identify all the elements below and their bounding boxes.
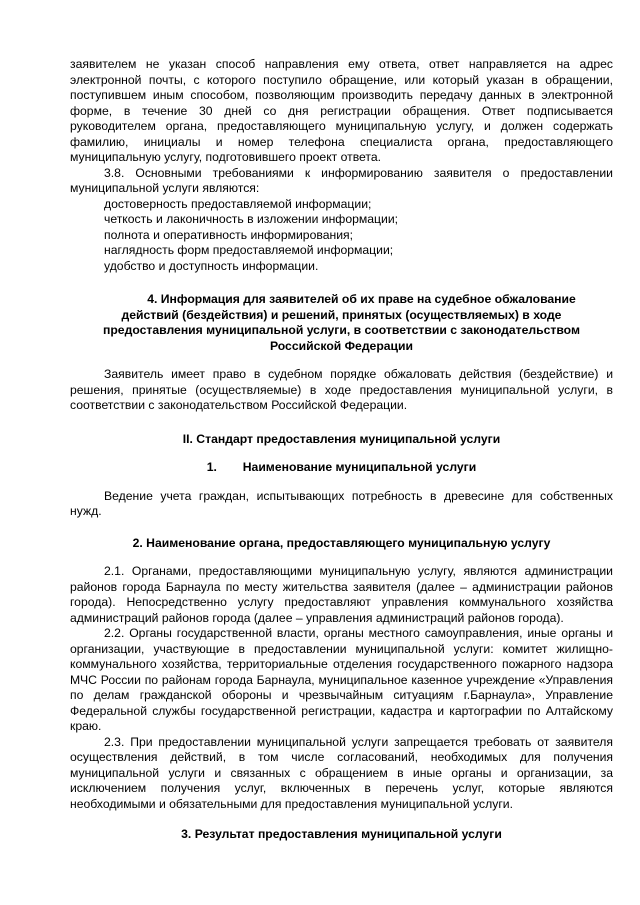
list-item: наглядность форм предоставляемой информации; [104, 243, 394, 257]
heading-line: Российской Федерации [269, 338, 414, 353]
list-item: полнота и оперативность информирования; [104, 227, 353, 242]
subsection-title-text: Наименование муниципальной услуги [242, 460, 477, 474]
list-item: достоверность предоставляемой информации; [104, 196, 372, 211]
paragraph-2-2: 2.2. Органы государственной власти, органы местного самоуправления, иные органы и организации, участвующие в предоставлении муниципальной услуги: комитет жилищно-коммунального хозяйства, территориальные отделения государственного пожарного надзора МЧС России по районам города Барнаула, муниципальное казенное учреждение «Управления по делам гражданской обороны и чрезвычайным ситуациям г.Барнаула», Управление Федеральной службы государственной регистрации, кадастра и картографии по Алтайскому краю. [70, 626, 613, 733]
paragraph-service-name: Ведение учета граждан, испытывающих потребность в древесине для собственных нужд. [70, 488, 613, 518]
list-item: четкость и лаконичность в изложении информации; [104, 212, 399, 226]
section-2-title: II. Стандарт предоставления муниципальной услуги [182, 431, 501, 446]
heading-section-4 [70, 292, 613, 354]
requirements-list [70, 197, 613, 275]
subsection-number: 1. [206, 460, 217, 474]
subsection-3-title: 3. Результат предоставления муниципальной услуги [181, 827, 502, 841]
paragraph-2-3: 2.3. При предоставлении муниципальной услуги запрещается требовать от заявителя осуществления действий, в том числе согласований, необходимых для получения муниципальной услуги и связанных с обращением в иные органы и организации, за исключением получения услуг, включенных в перечень услуг, которые являются необходимыми и обязательными для предоставления муниципальной услуги. [70, 734, 613, 811]
paragraph-2-1: 2.1. Органами, предоставляющими муниципальную услугу, являются администрации районов города Барнаула по месту жительства заявителя (далее – администрации районов города). Непосредственно услугу предоставляют управления коммунального хозяйства администраций районов города (далее – управления администраций районов города). [70, 564, 613, 625]
list-item: удобство и доступность информации. [104, 258, 319, 273]
paragraph-3-8: 3.8. Основными требованиями к информированию заявителя о предоставлении муниципальной услуги являются: [70, 165, 613, 195]
subsection-1-title [70, 460, 613, 476]
heading-line: предоставления муниципальной услуги, в соответствии с законодательством [103, 323, 580, 337]
paragraph-intro: заявителем не указан способ направления ему ответа, ответ направляется на адрес электронной почты, с которого поступило обращение, или который указан в обращении, поступившем иным способом, позволяющим производить передачу данных в электронной форме, в течение 30 дней со дня регистрации обращения. Ответ подписывается руководителем органа, предоставляющего муниципальную услугу, и должен содержать фамилию, инициалы и номер телефона специалиста органа, предоставляющего муниципальную услугу, подготовившего проект ответа. [70, 57, 613, 164]
heading-line: 4. Информация для заявителей об их праве на судебное обжалование [147, 292, 576, 306]
paragraph-appeal: Заявитель имеет право в судебном порядке обжаловать действия (бездействие) и решения, принятые (осуществляемые) в ходе предоставления муниципальной услуги, в соответствии с законодательством Российской Федерации. [70, 367, 613, 412]
subsection-2-title: 2. Наименование органа, предоставляющего муниципальную услугу [132, 535, 551, 550]
heading-line: действий (бездействия) и решений, принятых (осуществляемых) в ходе [121, 307, 562, 322]
document-page [70, 57, 613, 843]
